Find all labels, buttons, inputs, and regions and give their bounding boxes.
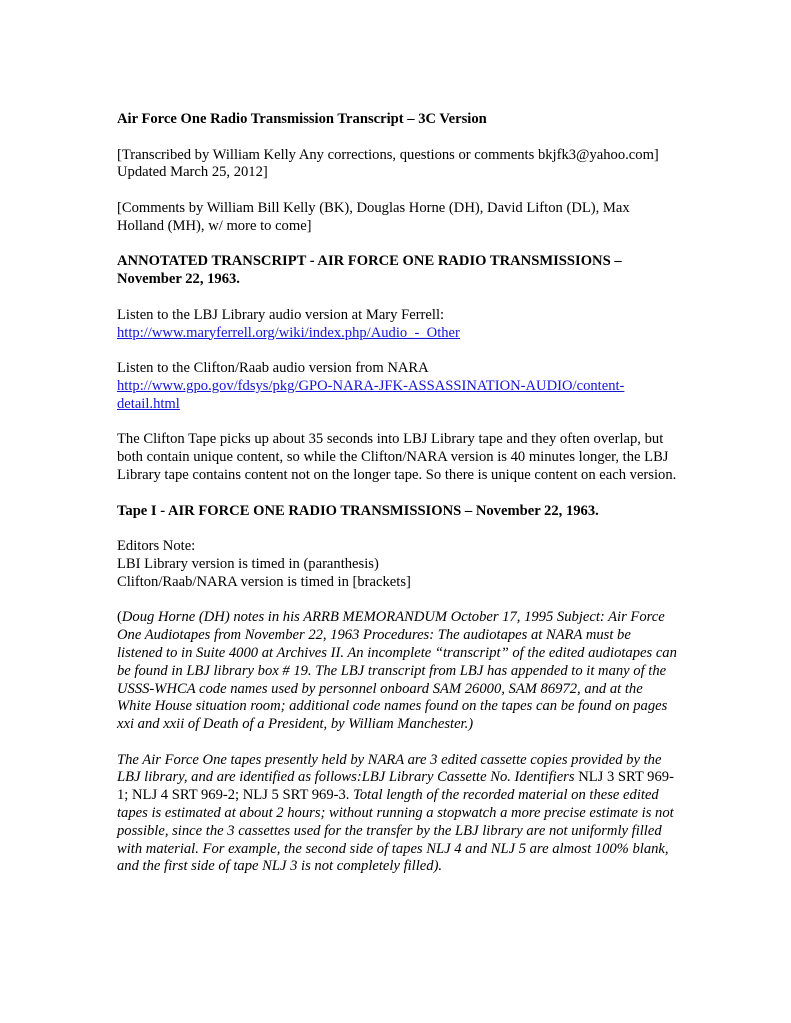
tape-one-heading: Tape I - AIR FORCE ONE RADIO TRANSMISSIONS – November 22, 1963. xyxy=(117,502,599,519)
transcription-credit: [Transcribed by William Kelly Any corrections, questions or comments bkjfk3@yahoo.com] Updated March 25, 2012] xyxy=(117,146,659,181)
nara-tapes-part2: Total length of the recorded material on these edited tapes is estimated at about 2 hours; without running a stopwatch a more precise estimate is not possible, since the 3 cassettes used for the transfer by the LBJ library are not uniformly filled with material. For example, the second side of tapes NLJ 4 and NLJ 5 are almost 100% blank, and the first side of tape NLJ 3 is not completely filled). xyxy=(117,787,674,875)
document-title: Air Force One Radio Transmission Transcript – 3C Version xyxy=(117,111,487,127)
editors-note-label: Editors Note: xyxy=(117,538,196,555)
editors-note xyxy=(117,538,677,591)
editors-note-nara: Clifton/Raab/NARA version is timed in [brackets] xyxy=(117,573,411,590)
editors-note-lbj: LBI Library version is timed in (paranthesis) xyxy=(117,555,379,572)
annotated-transcript-heading: ANNOTATED TRANSCRIPT - AIR FORCE ONE RADIO TRANSMISSIONS – November 22, 1963. xyxy=(117,253,622,288)
nara-tape-identifiers: NLJ 3 SRT 969-1; NLJ 4 SRT 969-2; NLJ 5 SRT 969-3. xyxy=(117,769,674,804)
maryferrell-link[interactable]: http://www.maryferrell.org/wiki/index.php/Audio_-_Other xyxy=(117,324,460,341)
gpo-nara-link[interactable]: http://www.gpo.gov/fdsys/pkg/GPO-NARA-JFK-ASSASSINATION-AUDIO/content-detail.html xyxy=(117,377,625,412)
nara-audio-paragraph xyxy=(117,360,677,413)
comments-credit: [Comments by William Bill Kelly (BK), Douglas Horne (DH), David Lifton (DL), Max Holland (MH), w/ more to come] xyxy=(117,199,630,234)
clifton-tape-paragraph: The Clifton Tape picks up about 35 seconds into LBJ Library tape and they often overlap, but both contain unique content, so while the Clifton/NARA version is 40 minutes longer, the LBJ Library tape contains content not on the longer tape. So there is unique content on each version. xyxy=(117,431,677,483)
lbj-audio-paragraph xyxy=(117,307,677,343)
nara-tapes-part1: The Air Force One tapes presently held by NARA are 3 edited cassette copies provided by the LBJ library, and are identified as follows:LBJ Library Cassette No. Identifiers xyxy=(117,751,662,786)
horne-open-paren: ( xyxy=(117,609,122,626)
horne-note-text: Doug Horne (DH) notes in his ARRB MEMORANDUM October 17, 1995 Subject: Air Force One Audiotapes from November 22, 1963 Procedures: The audiotapes at NARA must be listened to in Suite 4000 at Archives II. An incomplete “transcript” of the edited audiotapes can be found in LBJ library box # 19. The LBJ transcript from LBJ has appended to it many of the USSS-WHCA code names used by personnel onboard SAM 26000, SAM 86972, and at the White House situation room; additional code names found on the tapes can be found on pages xxi and xxii of Death of a President, by William Manchester.) xyxy=(117,609,677,733)
horne-memorandum-note xyxy=(117,609,677,734)
lbj-audio-text: Listen to the LBJ Library audio version at Mary Ferrell: xyxy=(117,306,445,323)
document-body xyxy=(117,111,677,894)
nara-audio-text: Listen to the Clifton/Raab audio version from NARA xyxy=(117,360,429,377)
nara-tapes-paragraph xyxy=(117,752,677,877)
